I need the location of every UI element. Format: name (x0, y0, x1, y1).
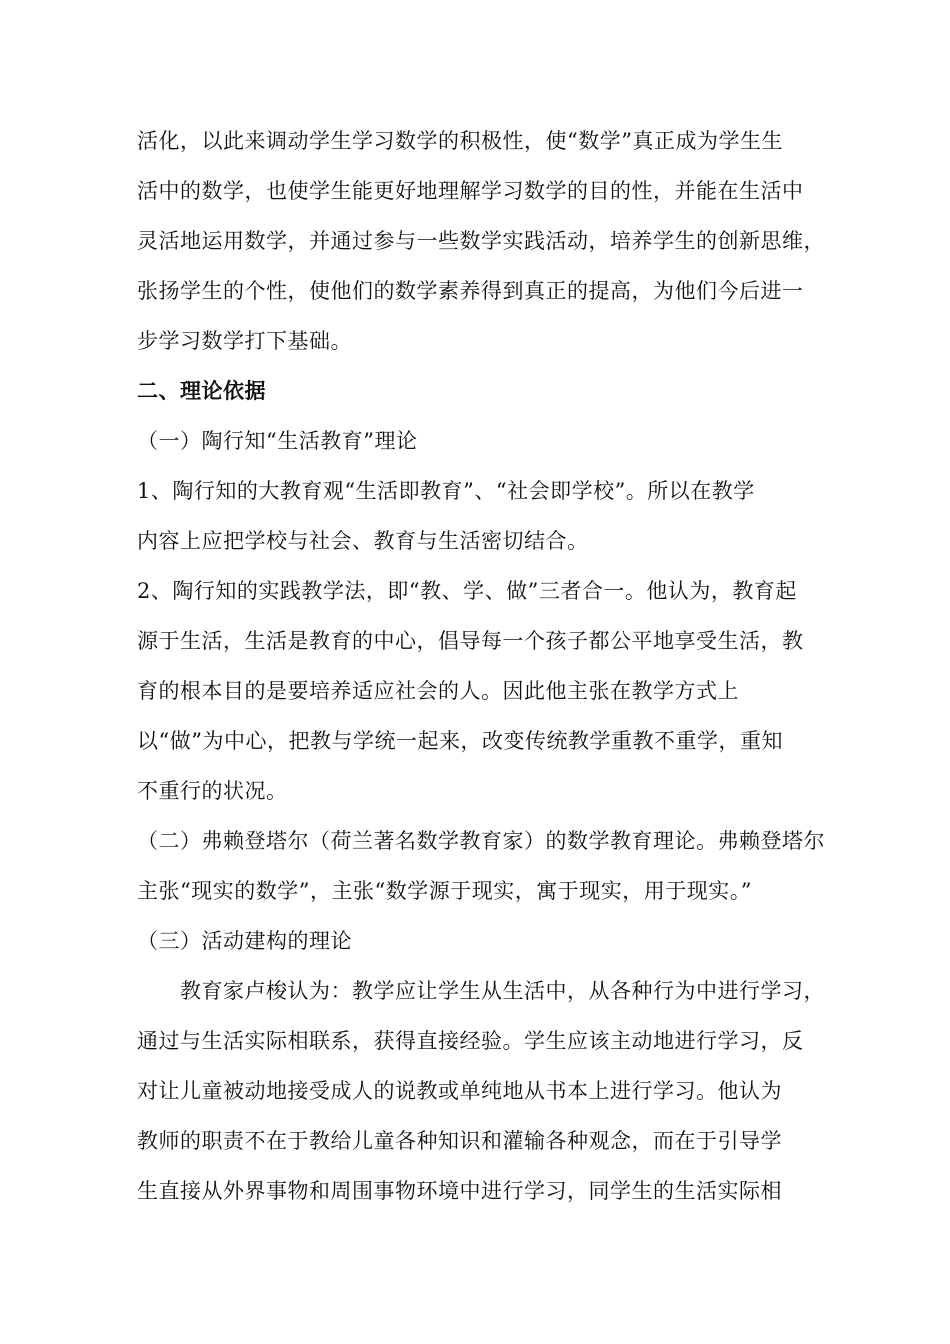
paragraph-line: 活化，以此来调动学生学习数学的积极性，使“数学”真正成为学生生 (137, 129, 783, 153)
paragraph-line: 张扬学生的个性，使他们的数学素养得到真正的提高，为他们今后进一 (137, 279, 804, 303)
paragraph-line: 以“做”为中心，把教与学统一起来，改变传统教学重教不重学，重知 (137, 729, 783, 753)
paragraph-line: 教师的职责不在于教给儿童各种知识和灌输各种观念，而在于引导学 (137, 1129, 782, 1153)
paragraph-line: 不重行的状况。 (137, 779, 288, 803)
paragraph-line: 通过与生活实际相联系，获得直接经验。学生应该主动地进行学习，反 (137, 1029, 804, 1053)
paragraph-line: 生直接从外界事物和周围事物环境中进行学习，同学生的生活实际相 (137, 1179, 782, 1203)
paragraph-line: 对让儿童被动地接受成人的说教或单纯地从书本上进行学习。他认为 (137, 1079, 782, 1103)
paragraph-line: 育的根本目的是要培养适应社会的人。因此他主张在教学方式上 (137, 679, 739, 703)
subsection-heading: （二）弗赖登塔尔（荷兰著名数学教育家）的数学教育理论。弗赖登塔尔 (137, 829, 825, 853)
paragraph-line: 内容上应把学校与社会、教育与生活密切结合。 (137, 529, 589, 553)
subsection-heading: （一）陶行知“生活教育”理论 (137, 429, 418, 453)
paragraph-line: 1、陶行知的大教育观“生活即教育”、“社会即学校”。所以在教学 (137, 479, 755, 503)
paragraph-line: 主张“现实的数学”，主张“数学源于现实，寓于现实，用于现实。” (137, 879, 752, 903)
paragraph-line: 教育家卢梭认为：教学应让学生从生活中，从各种行为中进行学习， (137, 979, 825, 1003)
paragraph-line: 步学习数学打下基础。 (137, 329, 352, 353)
paragraph-line: 源于生活，生活是教育的中心，倡导每一个孩子都公平地享受生活，教 (137, 629, 804, 653)
paragraph-line: 2、陶行知的实践教学法，即“教、学、做”三者合一。他认为，教育起 (137, 579, 797, 603)
subsection-heading: （三）活动建构的理论 (137, 929, 352, 953)
paragraph-line: 活中的数学，也使学生能更好地理解学习数学的目的性，并能在生活中 (137, 179, 804, 203)
section-heading: 二、理论依据 (137, 379, 266, 403)
paragraph-line: 灵活地运用数学，并通过参与一些数学实践活动，培养学生的创新思维， (137, 229, 825, 253)
